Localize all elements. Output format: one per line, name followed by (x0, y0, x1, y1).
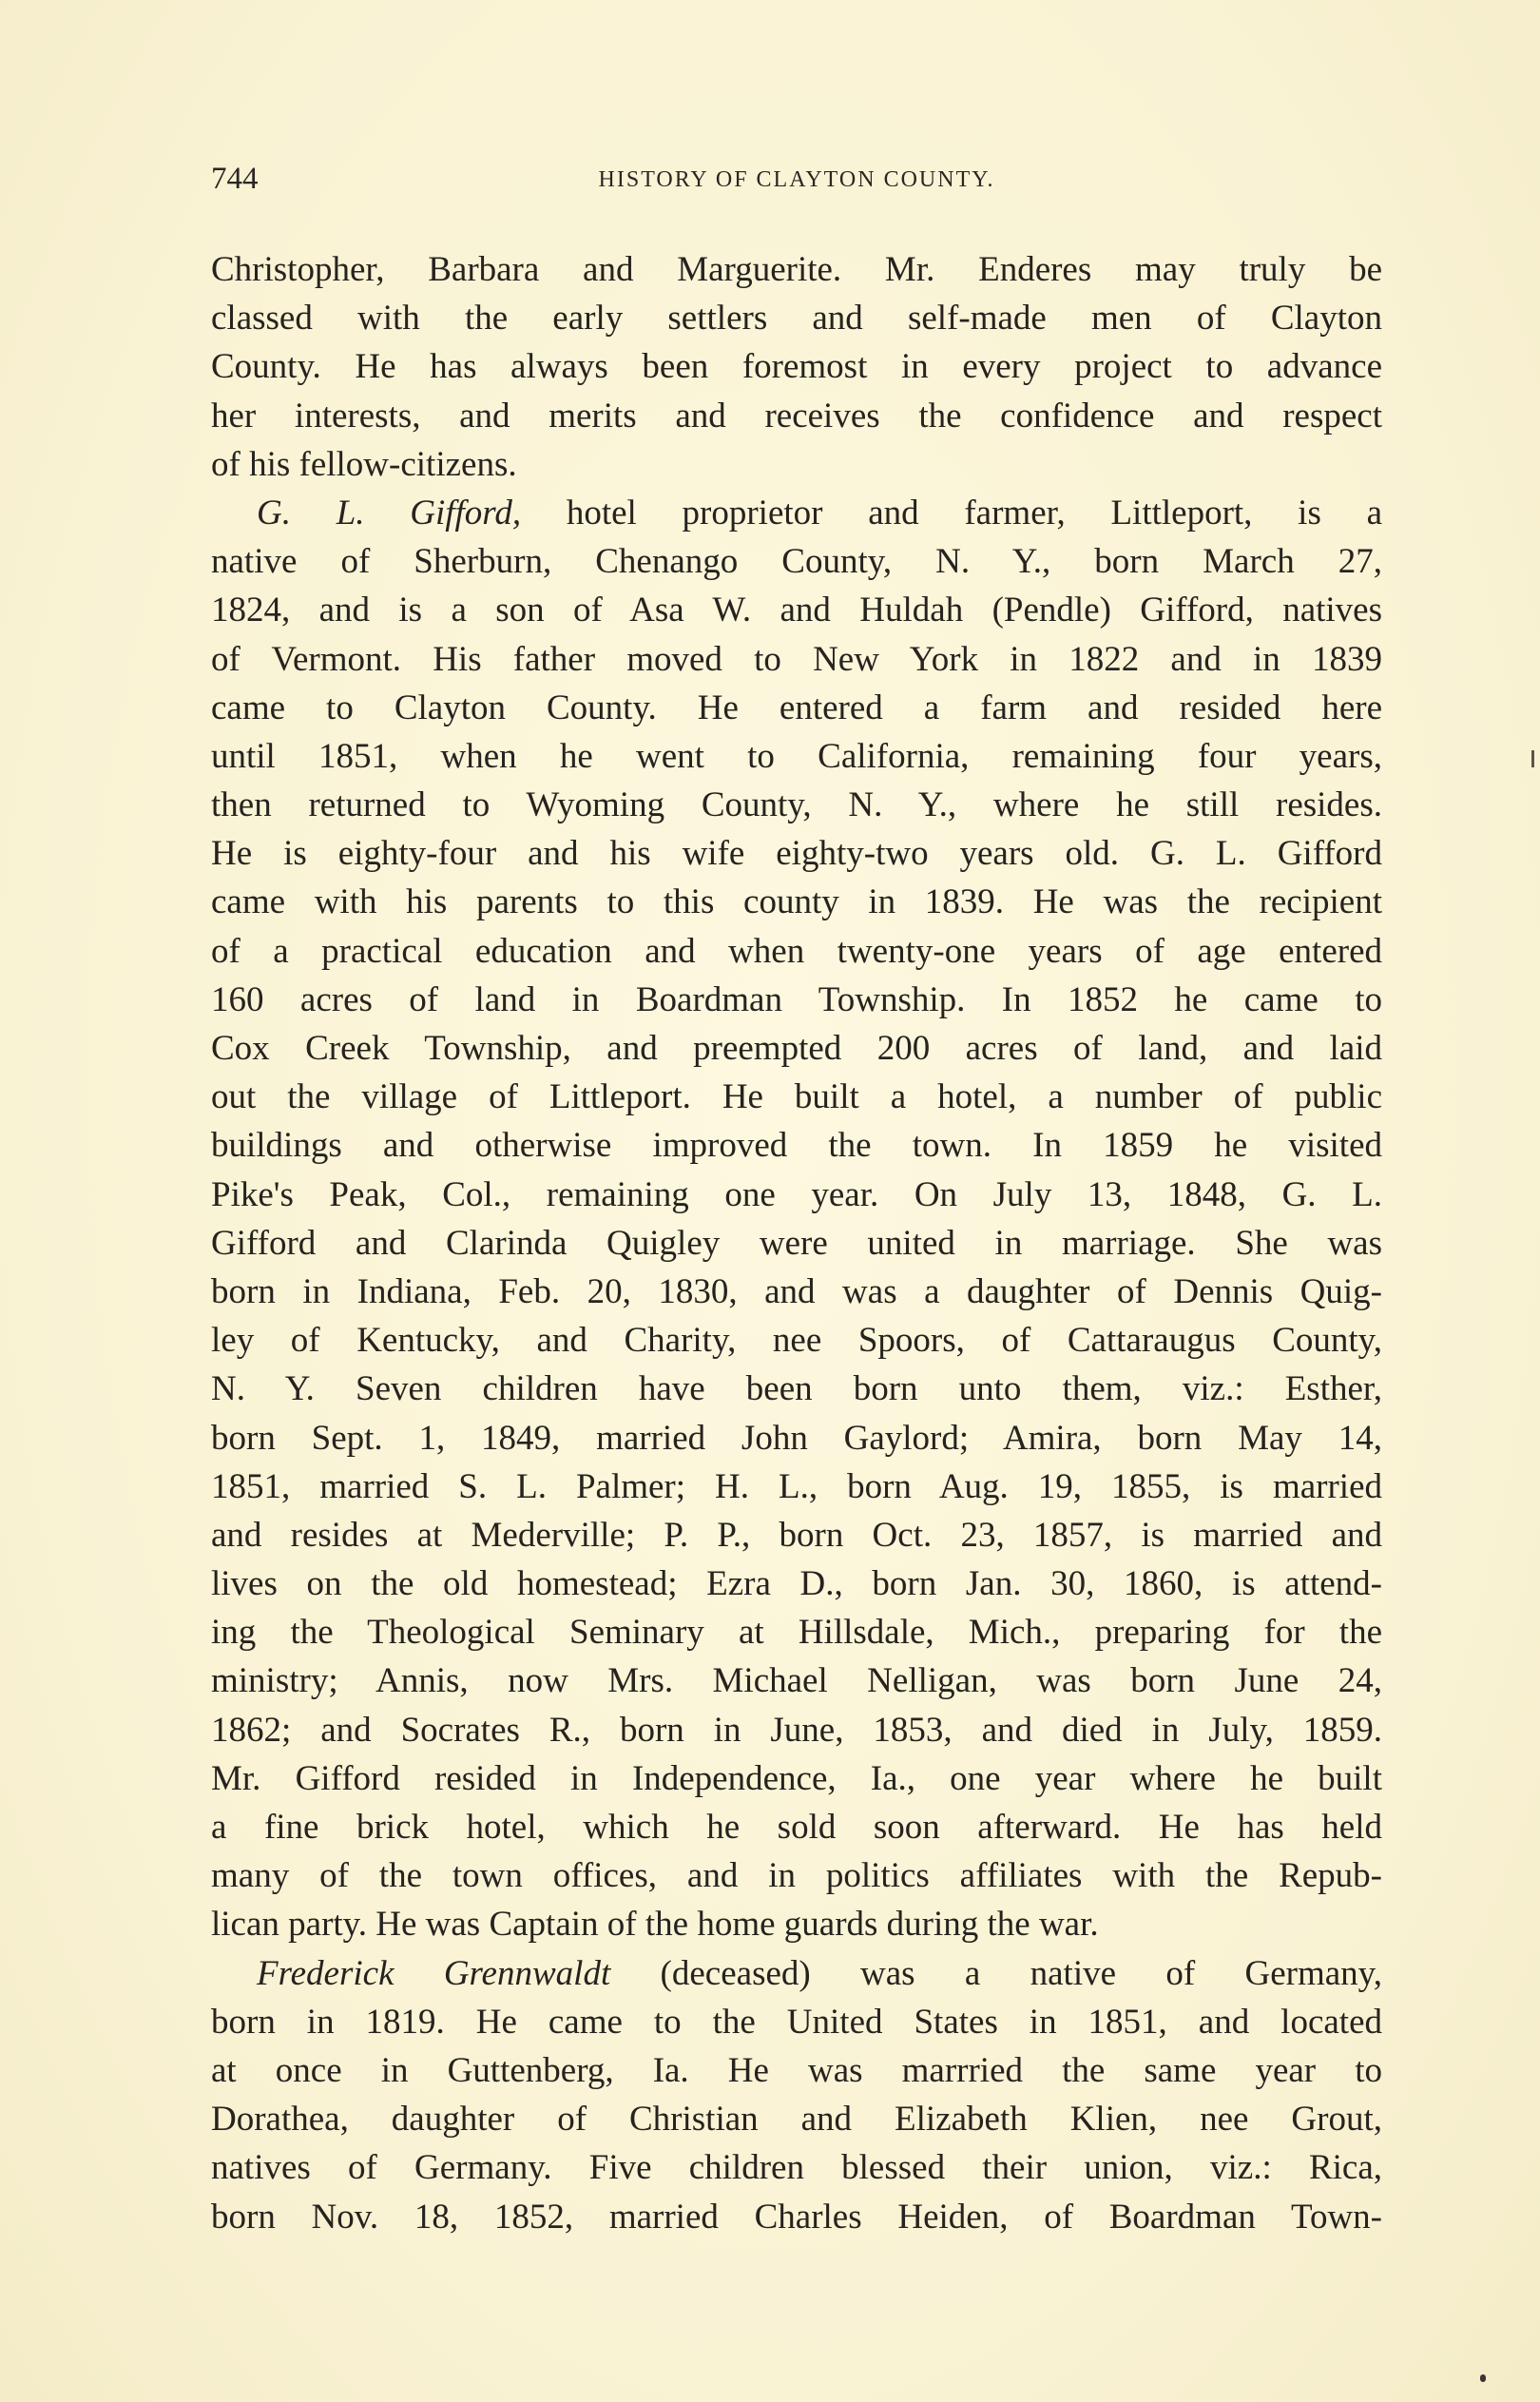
text-line: many of the town offices, and in politics affiliates with the Repub- (211, 1856, 1382, 1896)
margin-dot (1480, 2374, 1486, 2382)
text-line: Mr. Gifford resided in Independence, Ia., one year where he built (211, 1758, 1382, 1798)
text-line: of a practical education and when twenty-one years of age entered (211, 931, 1382, 971)
body-text (211, 245, 1382, 2241)
text-line: 1851, married S. L. Palmer; H. L., born Aug. 19, 1855, is married (211, 1466, 1382, 1506)
text-line: her interests, and merits and receives the confidence and respect (211, 396, 1382, 436)
text-line: came with his parents to this county in 1839. He was the recipient (211, 882, 1382, 922)
margin-mark (1531, 750, 1534, 767)
text-line: at once in Guttenberg, Ia. He was marrried the same year to (211, 2050, 1382, 2090)
text-line: Cox Creek Township, and preempted 200 acres of land, and laid (211, 1029, 1382, 1068)
text-line: born in 1819. He came to the United States in 1851, and located (211, 2002, 1382, 2042)
text-line: ministry; Annis, now Mrs. Michael Nelligan, was born June 24, (211, 1661, 1382, 1701)
text-line: N. Y. Seven children have been born unto them, viz.: Esther, (211, 1369, 1382, 1409)
text-line: until 1851, when he went to California, remaining four years, (211, 736, 1382, 776)
text-line: came to Clayton County. He entered a farm and resided here (211, 688, 1382, 727)
text-line: out the village of Littleport. He built a hotel, a number of public (211, 1077, 1382, 1117)
text-line: 1862; and Socrates R., born in June, 1853, and died in July, 1859. (211, 1710, 1382, 1750)
text-line: classed with the early settlers and self-made men of Clayton (211, 299, 1382, 339)
text-line: Pike's Peak, Col., remaining one year. On July 13, 1848, G. L. (211, 1174, 1382, 1214)
text-line: 160 acres of land in Boardman Township. In 1852 he came to (211, 979, 1382, 1019)
text-line: Dorathea, daughter of Christian and Elizabeth Klien, nee Grout, (211, 2100, 1382, 2140)
text-line: G. L. Gifford, hotel proprietor and farmer, Littleport, is a (257, 493, 1382, 533)
text-line: a fine brick hotel, which he sold soon afterward. He has held (211, 1808, 1382, 1847)
page-header (211, 162, 1382, 209)
text-line: Christopher, Barbara and Marguerite. Mr. Enderes may truly be (211, 250, 1382, 289)
text-line: and resides at Mederville; P. P., born Oct. 23, 1857, is married and (211, 1515, 1382, 1555)
running-head: HISTORY OF CLAYTON COUNTY. (598, 167, 995, 192)
text-line: ing the Theological Seminary at Hillsdale, Mich., preparing for the (211, 1613, 1382, 1653)
text-line: natives of Germany. Five children blessed their union, viz.: Rica, (211, 2148, 1382, 2188)
text-line: lives on the old homestead; Ezra D., born Jan. 30, 1860, is attend- (211, 1564, 1382, 1604)
text-line: of Vermont. His father moved to New York in 1822 and in 1839 (211, 639, 1382, 679)
text-line: County. He has always been foremost in every project to advance (211, 347, 1382, 387)
text-line: lican party. He was Captain of the home guards during the war. (211, 1905, 1099, 1945)
text-line: Gifford and Clarinda Quigley were united in marriage. She was (211, 1223, 1382, 1263)
text-line: born Nov. 18, 1852, married Charles Heiden, of Boardman Town- (211, 2197, 1382, 2237)
text-line: Frederick Grennwaldt (deceased) was a native of Germany, (257, 1953, 1383, 1993)
text-line: then returned to Wyoming County, N. Y., where he still resides. (211, 785, 1382, 825)
text-line: native of Sherburn, Chenango County, N. Y., born March 27, (211, 542, 1382, 582)
text-line: buildings and otherwise improved the town. In 1859 he visited (211, 1126, 1382, 1166)
person-name: G. L. Gifford, (257, 493, 522, 533)
text-line: ley of Kentucky, and Charity, nee Spoors, of Cattaraugus County, (211, 1321, 1382, 1361)
text-line: of his fellow-citizens. (211, 444, 517, 484)
text-line: born Sept. 1, 1849, married John Gaylord; Amira, born May 14, (211, 1418, 1382, 1458)
page-number: 744 (211, 162, 259, 196)
person-name: Frederick Grennwaldt (257, 1953, 611, 1993)
text-line: He is eighty-four and his wife eighty-two years old. G. L. Gifford (211, 834, 1382, 874)
text-line: 1824, and is a son of Asa W. and Huldah (Pendle) Gifford, natives (211, 591, 1382, 630)
text-line: born in Indiana, Feb. 20, 1830, and was a daughter of Dennis Quig- (211, 1271, 1382, 1311)
